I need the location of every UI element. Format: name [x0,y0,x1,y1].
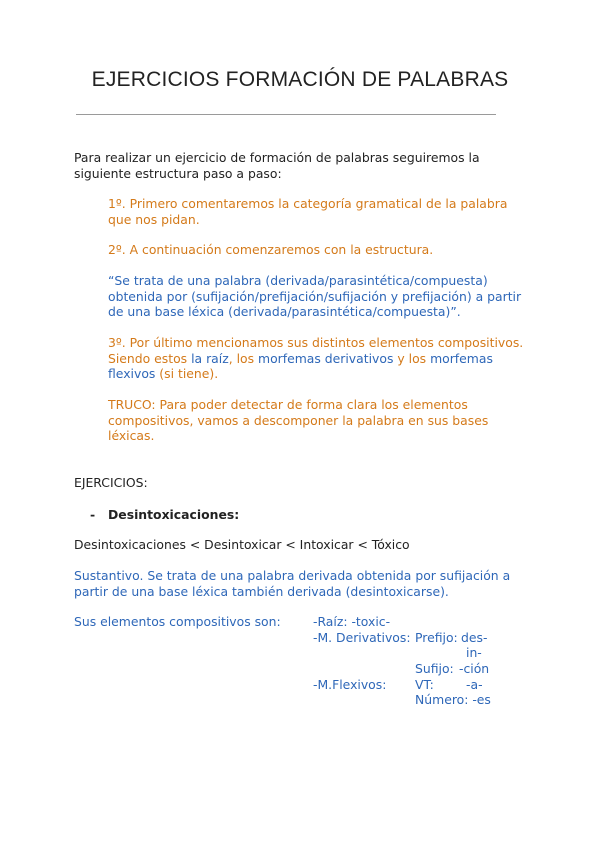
structure-template: “Se trata de una palabra (derivada/parasintética/compuesta) obtenida por (sufijación/prefijación/sufijación y prefijación) a partir de una base léxica (derivada/parasintética/compuesta)”. [108,273,522,319]
page-title: EJERCICIOS FORMACIÓN DE PALABRAS [91,68,509,91]
exercise-word: Desintoxicaciones: [108,507,240,522]
title-divider [76,114,496,115]
intro-paragraph: Para realizar un ejercicio de formación de palabras seguiremos la siguiente estructura paso a paso: [74,150,480,181]
derivativos-label: -M. Derivativos: [313,630,411,645]
step-1: 1º. Primero comentaremos la categoría gramatical de la palabra que nos pidan. [108,196,508,227]
sufijo-value: -ción [459,661,490,676]
numero-value: Número: -es [415,692,491,707]
step-3-text-c: y los [393,350,431,366]
truco-tip: TRUCO: Para poder detectar de forma clara los elementos compositivos, vamos a descomponer la palabra en sus bases léxicas. [108,397,489,443]
step-3-raiz: la raíz [191,350,229,366]
step-3 [108,335,536,382]
step-3-flexivos: morfemas flexivos [108,350,493,381]
prefijo-label: Prefijo: [415,630,458,645]
step-3-text-b: , los [228,350,258,366]
step-2: 2º. A continuación comenzaremos con la estructura. [108,242,434,257]
flexivos-label: -M.Flexivos: [313,677,387,692]
prefijo-value-2: in- [466,645,482,660]
sufijo-label: Sufijo: [415,661,454,676]
exercises-heading: EJERCICIOS: [74,475,148,490]
raiz-value: -Raíz: -toxic- [313,614,391,629]
prefijo-value-1: des- [461,630,488,645]
elements-label: Sus elementos compositivos son: [74,614,281,629]
step-3-text-a: 3º. Por último mencionamos sus distintos elementos compositivos. Siendo estos [108,335,524,366]
derivation-chain: Desintoxicaciones < Desintoxicar < Intoxicar < Tóxico [74,537,410,552]
step-3-derivativos: morfemas derivativos [258,350,394,366]
analysis-paragraph: Sustantivo. Se trata de una palabra derivada obtenida por sufijación a partir de una base léxica también derivada (desintoxicarse). [74,568,511,599]
vt-label: VT: [415,677,434,692]
vt-value: -a- [466,677,483,692]
bullet-dash: - [90,507,96,522]
step-3-text-d: (si tiene). [155,366,219,381]
